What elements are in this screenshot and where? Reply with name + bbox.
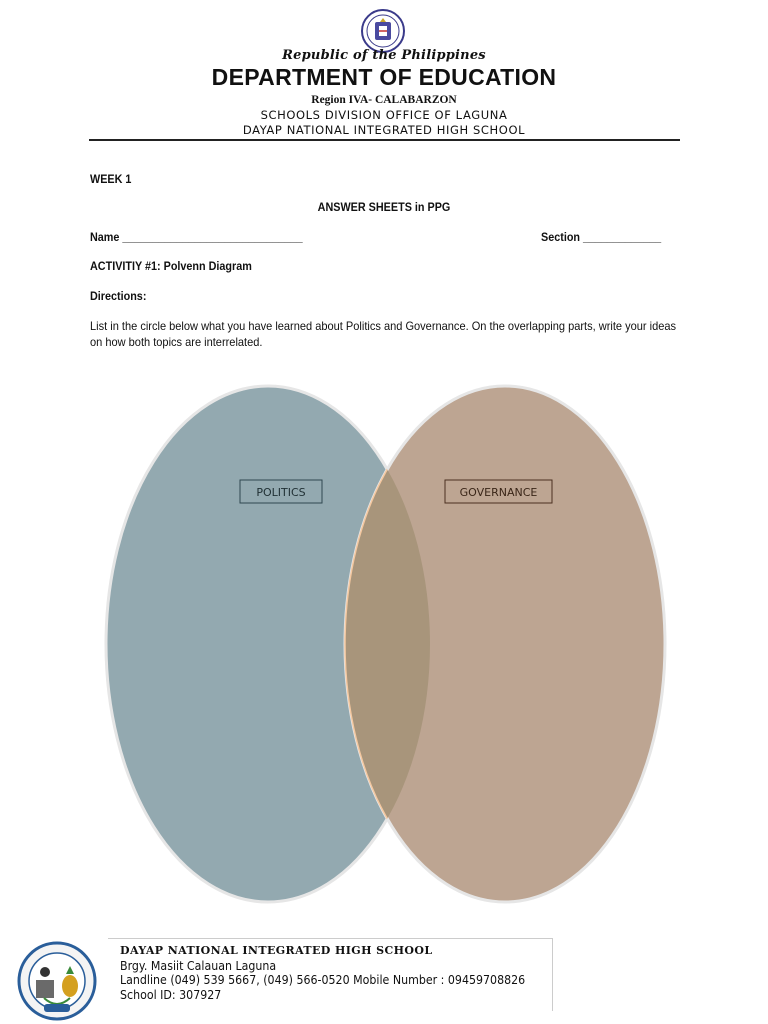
header-divider [89,139,680,141]
sheet-title: ANSWER SHEETS in PPG [317,200,451,214]
school-heading: DAYAP NATIONAL INTEGRATED HIGH SCHOOL [242,123,526,137]
activity-title: ACTIVITIY #1: Polvenn Diagram [90,259,252,273]
name-field[interactable]: Name ______________________________ [90,230,303,244]
directions-label: Directions: [90,289,147,303]
footer-school-id: School ID: 307927 [120,988,222,1002]
directions-text: List in the circle below what you have learned about Politics and Governance. On the overlapping parts, write your ideas on how both topics are interrelated. [90,319,677,349]
footer-contact: Landline (049) 539 5667, (049) 566-0520 Mobile Number : 09459708826 [120,973,526,987]
week-label: WEEK 1 [90,172,132,186]
division-heading: SCHOOLS DIVISION OFFICE OF LAGUNA [260,108,508,122]
footer-address: Brgy. Masiit Calauan Laguna [120,959,277,973]
region-heading: Region IVA- CALABARZON [311,94,457,106]
venn-diagram [100,380,670,910]
governance-label: GOVERNANCE [459,486,538,499]
republic-heading: Republic of the Philippines [282,48,486,63]
footer-school-name: DAYAP NATIONAL INTEGRATED HIGH SCHOOL [120,944,433,957]
school-logo-icon [14,940,100,1022]
section-field[interactable]: Section _____________ [541,230,662,244]
politics-label: POLITICS [256,486,306,499]
department-heading: DEPARTMENT OF EDUCATION [211,64,557,90]
